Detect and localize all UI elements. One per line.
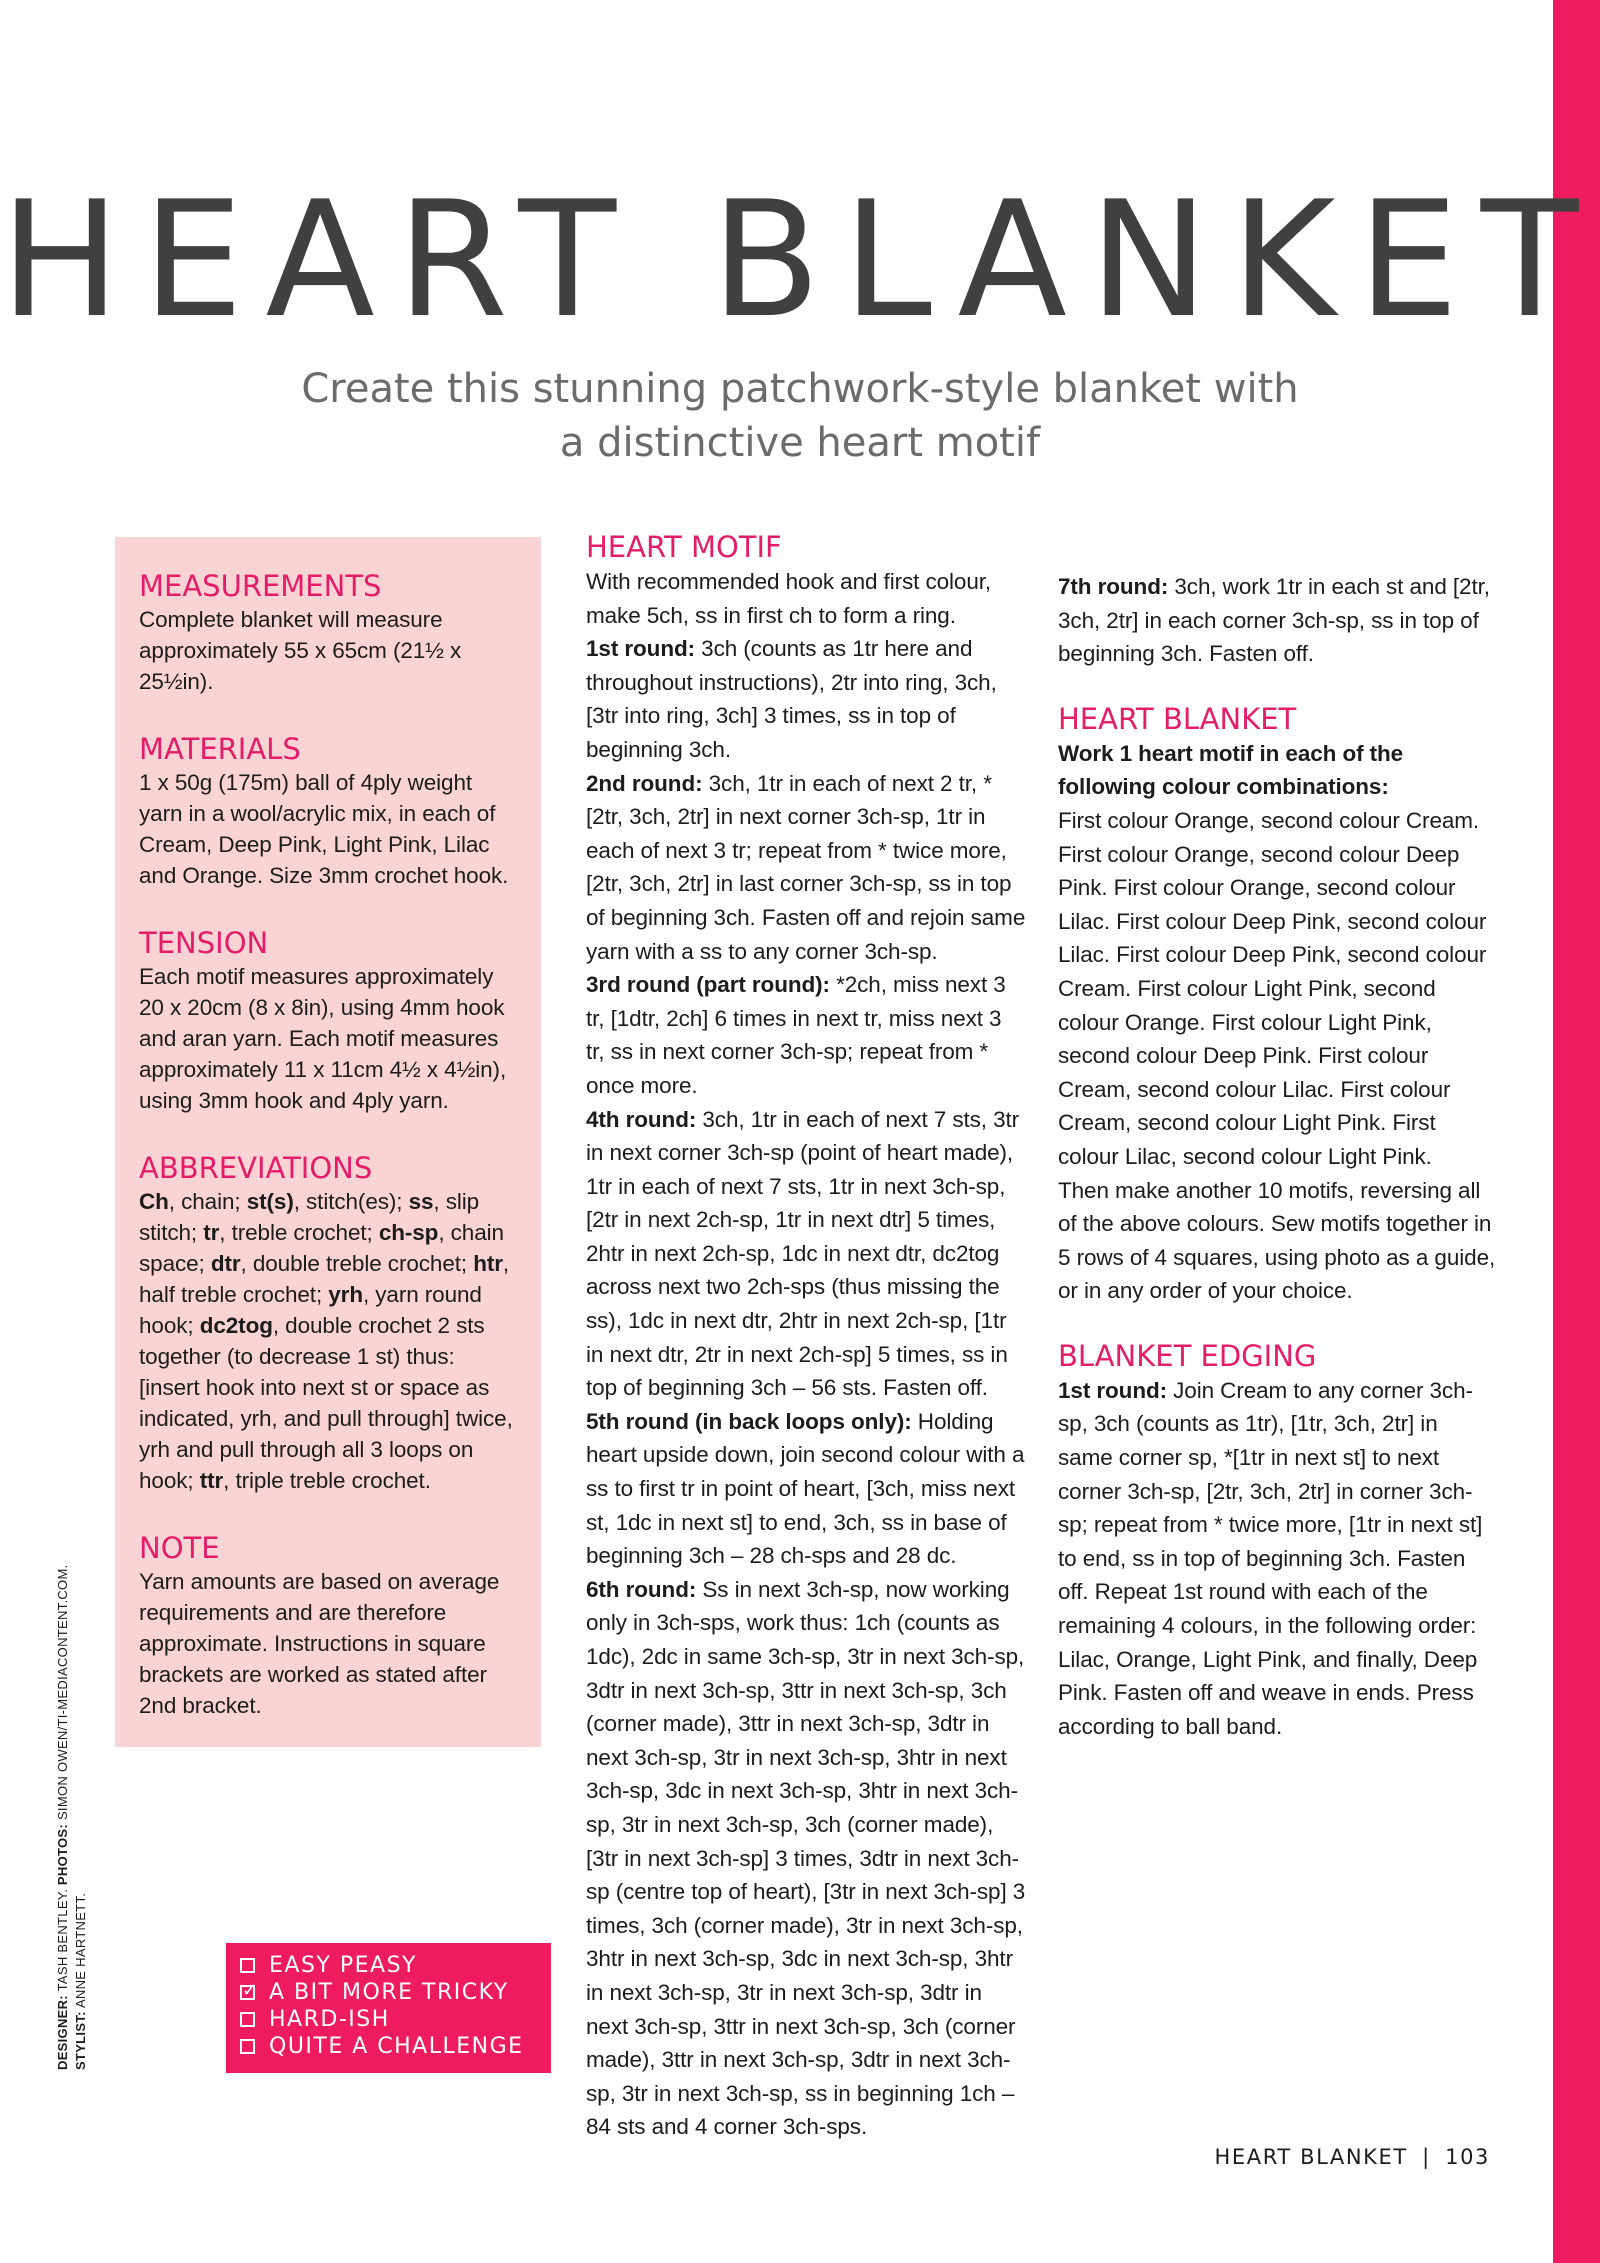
round-instruction: 5th round (in back loops only): Holding heart upside down, join second colour with a ss to first tr in point of heart, [3ch, miss next st, 1dc in next st] to end, 3ch, ss in base of beginning 3ch – 28 ch-sps and 28 dc. <box>586 1408 1025 1569</box>
checkbox-icon <box>240 2039 255 2054</box>
footer-separator: | <box>1422 2145 1431 2169</box>
heart-blanket-lead: Work 1 heart motif in each of the following colour combinations: <box>1058 740 1404 800</box>
info-sidebar <box>115 537 541 1747</box>
heart-blanket-heading: HEART BLANKET <box>1058 701 1297 736</box>
round-instruction: 1st round: 3ch (counts as 1tr here and throughout instructions), 2tr into ring, 3ch, [3tr into ring, 3ch] 3 times, ss in top of beginning 3ch. <box>586 636 997 762</box>
photo-credits: DESIGNER: TASH BENTLEY. PHOTOS: SIMON OWEN/TI-MEDIACONTENT.COM. STYLIST: ANNE HARTNETT. <box>55 1564 88 2070</box>
colour-combinations: First colour Orange, second colour Cream. First colour Orange, second colour Deep Pink. First colour Orange, second colour Lilac. First colour Deep Pink, second colour Lilac. First colour Deep Pink, second colour Cream. First colour Light Pink, second colour Orange. First colour Light Pink, second colour Deep Pink. First colour Cream, second colour Lilac. First colour Cream, second colour Light Pink. First colour Lilac, second colour Light Pink. <box>1058 807 1487 1169</box>
round-instruction: 4th round: 3ch, 1tr in each of next 7 sts, 3tr in next corner 3ch-sp (point of heart made), 1tr in each of next 7 sts, 1tr in next 3ch-sp, [2tr in next 2ch-sp, 1tr in next dtr] 5 times, 2htr in next 2ch-sp, 1dc in next dtr, dc2tog across next two 2ch-sps (thus missing the ss), 1dc in next dtr, 2htr in next 2ch-sp, [1tr in next dtr, 2tr in next 2ch-sp] 5 times, ss in top of beginning 3ch – 56 sts. Fasten off. <box>586 1106 1020 1401</box>
edging-instruction: 1st round: Join Cream to any corner 3ch-sp, 3ch (counts as 1tr), [1tr, 3ch, 2tr] in same corner sp, *[1tr in next st] to next corner 3ch-sp, [2tr, 3ch, 2tr] in corner 3ch-sp; repeat from * twice more, [1tr in next st] to end, ss in top of beginning 3ch. Fasten off. Repeat 1st round with each of the remaining 4 colours, in the following order: Lilac, Orange, Light Pink, and finally, Deep Pink. Fasten off and weave in ends. Press according to ball band. <box>1058 1377 1483 1739</box>
measurements-text: Complete blanket will measure approximately 55 x 65cm (21½ x 25½in). <box>139 607 462 694</box>
tension-text: Each motif measures approximately 20 x 20cm (8 x 8in), using 4mm hook and aran yarn. Each motif measures approximately 11 x 11cm 4½ x 4½in), using 3mm hook and 4ply yarn. <box>139 964 507 1113</box>
materials-text: 1 x 50g (175m) ball of 4ply weight yarn in a wool/acrylic mix, in each of Cream, Deep Pink, Light Pink, Lilac and Orange. Size 3mm crochet hook. <box>139 770 509 888</box>
checked-checkbox-icon <box>240 1985 255 2000</box>
footer-section: HEART BLANKET <box>1214 2145 1408 2169</box>
page-number: 103 <box>1445 2145 1490 2169</box>
round-instruction: 7th round: 3ch, work 1tr in each st and [2tr, 3ch, 2tr] in each corner 3ch-sp, ss in top of beginning 3ch. Fasten off. <box>1058 574 1490 667</box>
blanket-edging-heading: BLANKET EDGING <box>1058 1338 1317 1373</box>
difficulty-option: QUITE A CHALLENGE <box>240 2033 551 2060</box>
materials-heading: MATERIALS <box>139 732 301 766</box>
checkbox-icon <box>240 2012 255 2027</box>
difficulty-option: HARD-ISH <box>240 2006 551 2033</box>
checkbox-icon <box>240 1958 255 1973</box>
note-text: Yarn amounts are based on average requirements and are therefore approximate. Instructions in square brackets are worked as stated after 2nd bracket. <box>139 1569 500 1718</box>
round-instruction: 3rd round (part round): *2ch, miss next 3 tr, [1dtr, 2ch] 6 times in next tr, miss next 3 tr, ss in next corner 3ch-sp; repeat from * once more. <box>586 972 1006 1098</box>
blanket-column <box>1058 570 1498 1743</box>
page-subtitle: Create this stunning patchwork-style blanket with a distinctive heart motif <box>301 366 1299 466</box>
note-heading: NOTE <box>139 1531 220 1565</box>
difficulty-option: ✓ A BIT MORE TRICKY <box>240 1979 551 2006</box>
measurements-heading: MEASUREMENTS <box>139 569 382 603</box>
abbreviations-heading: ABBREVIATIONS <box>139 1151 373 1185</box>
heart-motif-intro: With recommended hook and first colour, make 5ch, ss in first ch to form a ring. <box>586 569 992 628</box>
difficulty-option: EASY PEASY <box>240 1952 551 1979</box>
abbreviations-text: Ch, chain; st(s), stitch(es); ss, slip stitch; tr, treble crochet; ch-sp, chain space; dtr, double treble crochet; htr, half treble crochet; yrh, yarn round hook; dc2tog, double crochet 2 sts together (to decrease 1 st) thus: [insert hook into next st or space as indicated, yrh, and pull through] twice, yrh and pull through all 3 loops on hook; ttr, triple treble crochet. <box>139 1189 513 1493</box>
difficulty-rating <box>226 1943 551 2073</box>
heart-motif-heading: HEART MOTIF <box>586 530 782 564</box>
heart-motif-column <box>586 529 1026 2144</box>
assembly-text: Then make another 10 motifs, reversing all of the above colours. Sew motifs together in 5 rows of 4 squares, using photo as a guide, or in any order of your choice. <box>1058 1177 1496 1304</box>
round-instruction: 6th round: Ss in next 3ch-sp, now working only in 3ch-sps, work thus: 1ch (counts as 1dc), 2dc in same 3ch-sp, 3tr in next 3ch-sp, 3dtr in next 3ch-sp, 3ttr in next 3ch-sp, 3ch (corner made), 3ttr in next 3ch-sp, 3dtr in next 3ch-sp, 3tr in next 3ch-sp, 3htr in next 3ch-sp, 3dc in next 3ch-sp, 3htr in next 3ch-sp, 3tr in next 3ch-sp, 3ch (corner made), [3tr in next 3ch-sp] 3 times, 3dtr in next 3ch-sp (centre top of heart), [3tr in next 3ch-sp] 3 times, 3ch (corner made), 3tr in next 3ch-sp, 3htr in next 3ch-sp, 3dc in next 3ch-sp, 3htr in next 3ch-sp, 3tr in next 3ch-sp, 3dtr in next 3ch-sp, 3ttr in next 3ch-sp, 3ch (corner made), 3ttr in next 3ch-sp, 3dtr in next 3ch-sp, 3tr in next 3ch-sp, ss in beginning 1ch – 84 sts and 4 corner 3ch-sps. <box>586 1576 1026 2140</box>
page-footer <box>1100 2145 1490 2169</box>
round-instruction: 2nd round: 3ch, 1tr in each of next 2 tr, *[2tr, 3ch, 2tr] in next corner 3ch-sp, 1tr in each of next 3 tr; repeat from * twice more, [2tr, 3ch, 2tr] in last corner 3ch-sp, ss in top of beginning 3ch. Fasten off and rejoin same yarn with a ss to any corner 3ch-sp. <box>586 770 1026 964</box>
page-title: HEART BLANKET <box>0 166 1600 353</box>
tension-heading: TENSION <box>139 926 269 960</box>
